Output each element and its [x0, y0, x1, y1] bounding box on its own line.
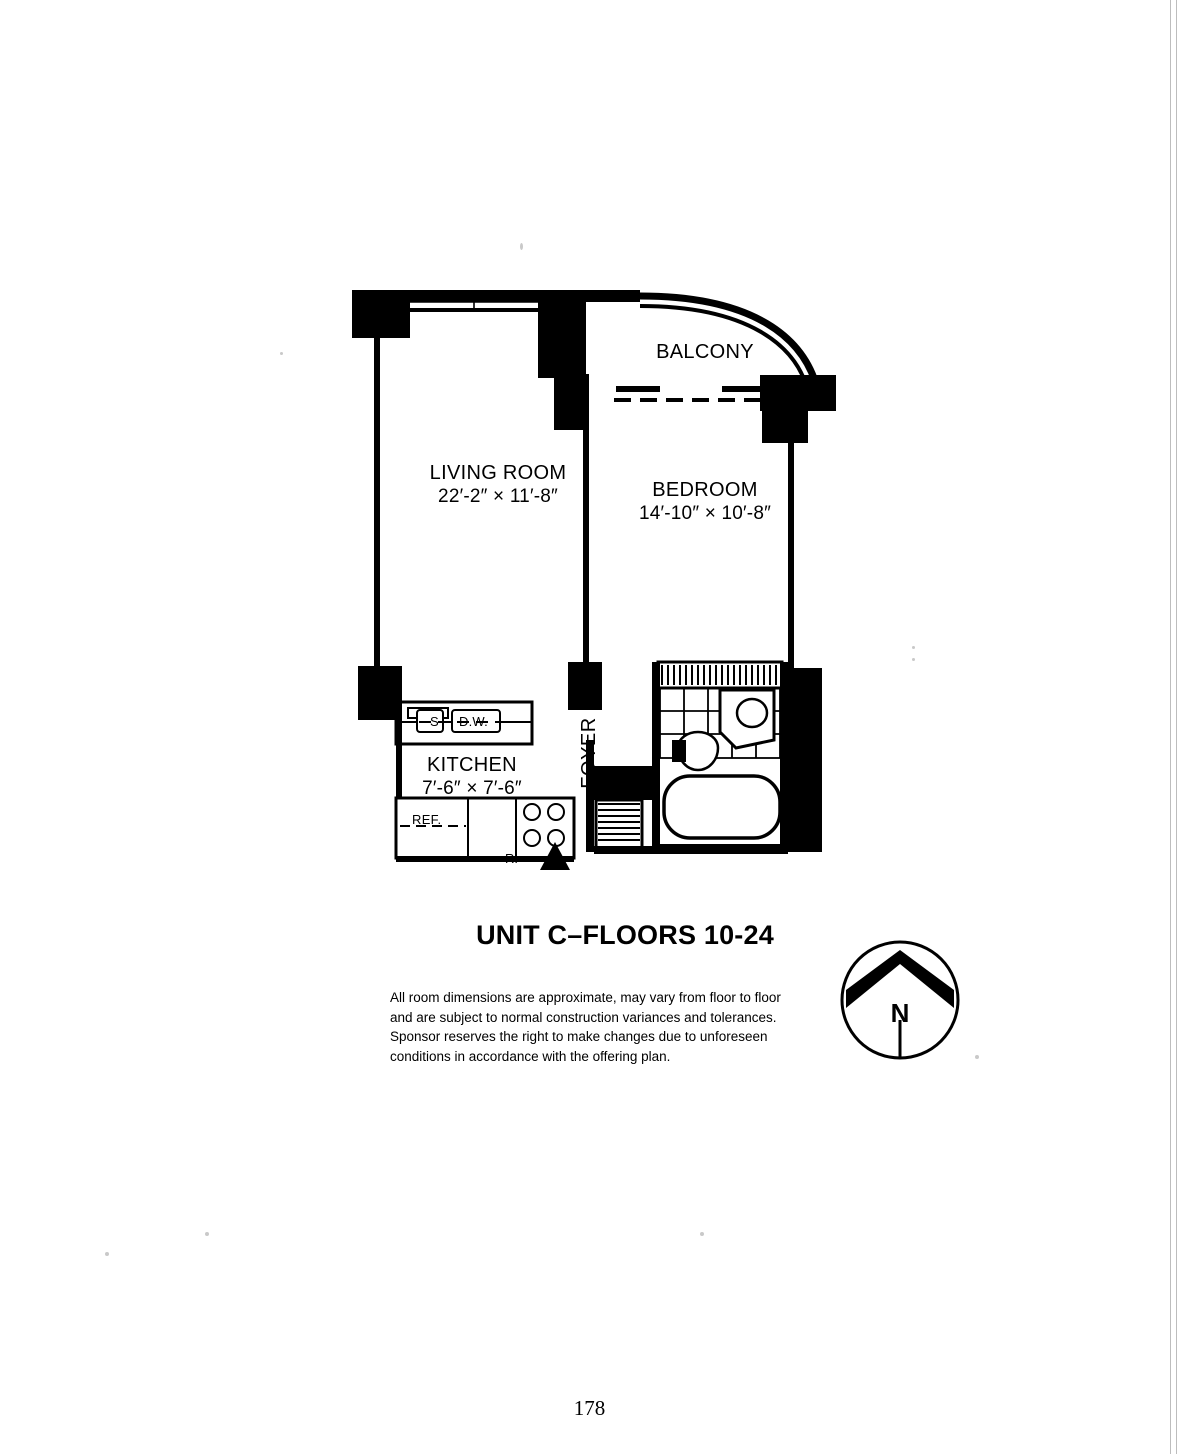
room-dimensions: 7′-6″ × 7′-6″: [422, 778, 522, 800]
scan-speck: [700, 1232, 704, 1236]
page-margin-rule: [1170, 0, 1171, 1454]
room-dimensions: 22′-2″ × 11′-8″: [438, 486, 558, 508]
range-label: R.: [505, 851, 518, 866]
room-label-kitchen: [372, 753, 572, 801]
room-name: LIVING ROOM: [429, 462, 567, 484]
scan-speck: [975, 1055, 979, 1059]
room-dimensions: 14′-10″ × 10′-8″: [638, 503, 772, 525]
page-margin-rule-outer: [1176, 0, 1177, 1454]
scan-speck: [205, 1232, 209, 1236]
scan-speck: [912, 646, 915, 649]
page-number: 178: [573, 1396, 606, 1420]
scan-speck: [520, 243, 523, 250]
disclaimer-text: All room dimensions are approximate, may vary from floor to floor and are subject to normal construction variances and tolerances. Sponsor reserves the right to make changes due to unforeseen conditions in accordance with the offering plan.: [390, 990, 781, 1064]
page-title: UNIT C–FLOORS 10-24: [476, 920, 774, 950]
room-label-living-room: [368, 461, 628, 509]
north-arrow-icon: [838, 938, 962, 1062]
dishwasher-label: D.W.: [459, 714, 488, 729]
refrigerator-label: REF.: [412, 812, 442, 827]
room-label-foyer: FOYER: [578, 717, 600, 789]
room-name: BEDROOM: [652, 479, 758, 501]
sink-label: S: [430, 714, 439, 729]
room-label-bedroom: [590, 478, 820, 526]
room-name: BALCONY: [656, 341, 754, 363]
scan-speck: [912, 658, 915, 661]
room-label-balcony: [600, 340, 810, 364]
room-name: KITCHEN: [427, 754, 517, 776]
svg-text:N: N: [890, 998, 910, 1028]
scan-speck: [105, 1252, 109, 1256]
scan-speck: [280, 352, 283, 355]
